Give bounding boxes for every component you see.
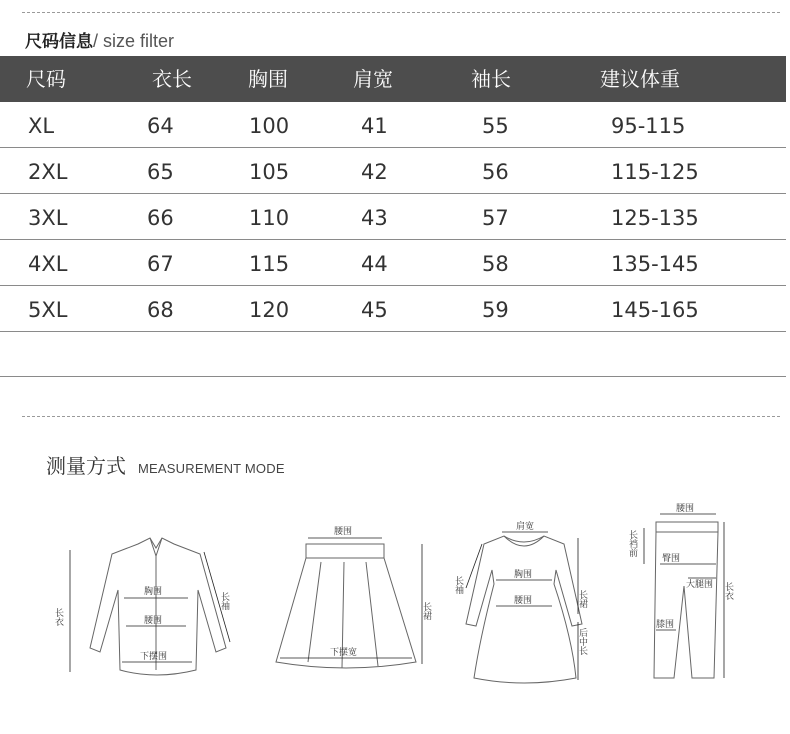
pants-hip-label: 臀围	[662, 554, 681, 564]
skirt-waistband	[306, 544, 384, 558]
table-cell: 5XL	[28, 298, 68, 322]
dress-shoulder-label: 肩宽	[516, 522, 535, 532]
table-cell: 110	[249, 206, 290, 230]
shirt-chest-label: 胸围	[144, 587, 163, 597]
measurement-title	[46, 450, 285, 479]
pants-rise-label: 长裆前	[627, 530, 637, 557]
size-table-header	[0, 56, 786, 102]
pants-thigh-label: 大腿围	[686, 580, 714, 590]
table-cell: 105	[249, 160, 290, 184]
table-cell: 66	[147, 206, 174, 230]
table-cell: 115	[249, 252, 290, 276]
dress-outline	[466, 536, 582, 683]
pants-waist-label: 腰围	[676, 504, 695, 514]
table-cell: XL	[28, 114, 55, 138]
table-row	[0, 102, 786, 148]
table-cell: 59	[482, 298, 509, 322]
table-cell: 4XL	[28, 252, 68, 276]
size-info-title	[25, 27, 174, 52]
table-cell: 43	[361, 206, 388, 230]
pants-waistband	[656, 522, 718, 532]
dress-diagram	[452, 518, 602, 690]
table-cell: 68	[147, 298, 174, 322]
table-cell: 42	[361, 160, 388, 184]
table-cell: 100	[249, 114, 290, 138]
table-cell: 67	[147, 252, 174, 276]
column-header: 肩宽	[353, 67, 393, 91]
table-cell: 41	[361, 114, 388, 138]
table-cell: 64	[147, 114, 174, 138]
table-cell: 135-145	[611, 252, 699, 276]
column-header: 建议体重	[600, 67, 680, 91]
pants-length-label: 长衣	[723, 582, 733, 600]
column-header: 尺码	[26, 67, 66, 91]
pants-knee-label: 膝围	[656, 620, 675, 630]
table-cell: 145-165	[611, 298, 699, 322]
dress-chest-label: 胸围	[514, 570, 533, 580]
table-row	[0, 286, 786, 332]
top-divider	[22, 12, 780, 13]
skirt-waist-label: 腰围	[334, 527, 353, 537]
skirt-hem-label: 下摆宽	[330, 648, 358, 658]
shirt-hem-label: 下摆围	[140, 652, 168, 662]
skirt-length-label: 长裙	[421, 602, 431, 620]
dress-svg	[452, 518, 602, 690]
table-cell: 125-135	[611, 206, 699, 230]
section-divider	[22, 416, 780, 417]
table-cell: 55	[482, 114, 509, 138]
table-cell: 120	[249, 298, 290, 322]
shirt-diagram	[53, 530, 248, 690]
shirt-waist-label: 腰围	[144, 616, 163, 626]
table-cell: 44	[361, 252, 388, 276]
column-header: 袖长	[471, 67, 511, 91]
table-cell: 3XL	[28, 206, 68, 230]
table-cell: 65	[147, 160, 174, 184]
dress-length-label: 长裙	[577, 590, 587, 608]
table-cell: 45	[361, 298, 388, 322]
shirt-svg	[53, 530, 248, 690]
table-cell: 115-125	[611, 160, 699, 184]
skirt-diagram	[266, 522, 436, 682]
shirt-sleeve-label: 长袖	[219, 592, 229, 610]
dress-sleeve-label: 长袖	[453, 576, 463, 594]
dress-neckline	[504, 536, 544, 546]
size-table	[0, 56, 786, 377]
table-row	[0, 148, 786, 194]
table-cell: 56	[482, 160, 509, 184]
column-header: 衣长	[152, 67, 192, 91]
skirt-svg	[266, 522, 436, 682]
table-row-empty	[0, 332, 786, 377]
dress-sleeve-line	[466, 544, 482, 588]
shirt-length-label: 长衣	[53, 608, 63, 626]
measurement-title-cn: 测量方式	[46, 454, 126, 478]
table-cell: 57	[482, 206, 509, 230]
dress-back-length-label: 后中长	[577, 628, 587, 655]
dress-waist-label: 腰围	[514, 596, 533, 606]
measurement-title-en: MEASUREMENT MODE	[138, 461, 285, 476]
size-info-title-cn: 尺码信息	[25, 32, 93, 52]
size-info-title-en: / size filter	[93, 31, 175, 51]
table-row	[0, 240, 786, 286]
table-row	[0, 194, 786, 240]
pants-diagram	[626, 500, 738, 690]
column-header: 胸围	[248, 67, 288, 91]
pants-svg	[626, 500, 738, 690]
table-cell: 2XL	[28, 160, 68, 184]
table-cell: 95-115	[611, 114, 686, 138]
table-cell: 58	[482, 252, 509, 276]
